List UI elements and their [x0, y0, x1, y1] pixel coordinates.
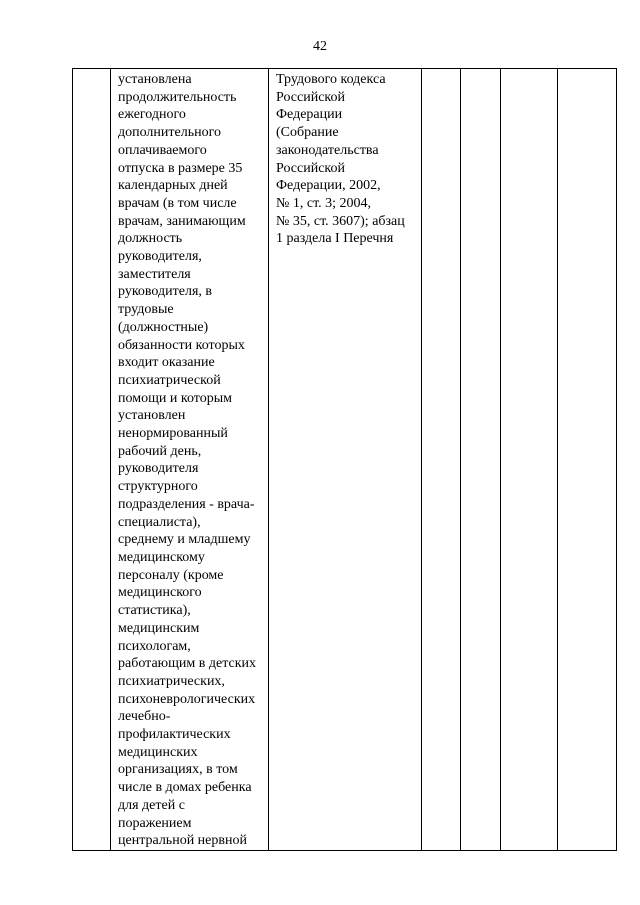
table-cell-requirement [111, 69, 269, 851]
cell-text [73, 69, 110, 71]
page-number: 42 [313, 39, 327, 54]
table-cell-notes [558, 69, 617, 851]
table-row [73, 69, 617, 851]
cell-text: установлена продолжительность ежегодного дополнительного оплачиваемого отпуска в размере 35 календарных дней врачам (в том числе врачам, занимающим должность руководителя, заместителя руководителя, в трудовые (должностные) обязанности которых входит оказание психиатрической помощи и которым установлен ненормированный рабочий день, руководителя структурного подразделения - врача- специалиста), среднему и младшему медицинскому персоналу (кроме медицинского статистика), медицинским психологам, работающим в детских психиатрических, психоневрологических лечебно- профилактических медицинских организациях, в том числе в домах ребенка для детей с поражением центральной нервной [118, 72, 256, 849]
cell-text [558, 69, 616, 71]
cell-text [461, 69, 500, 71]
cell-text: Трудового кодекса Российской Федерации (Собрание законодательства Российской Федерации, 2002, № 1, ст. 3; 2004, № 35, ст. 3607); абзац 1 раздела I Перечня [276, 72, 405, 247]
table-cell-answer-yes [422, 69, 461, 851]
table-cell-legal-reference [269, 69, 422, 851]
table-cell-answer-no [461, 69, 501, 851]
cell-text [422, 69, 460, 71]
requirements-table [72, 68, 617, 851]
table-cell-not-applicable [501, 69, 558, 851]
cell-text [501, 69, 557, 71]
table-cell-number [73, 69, 111, 851]
